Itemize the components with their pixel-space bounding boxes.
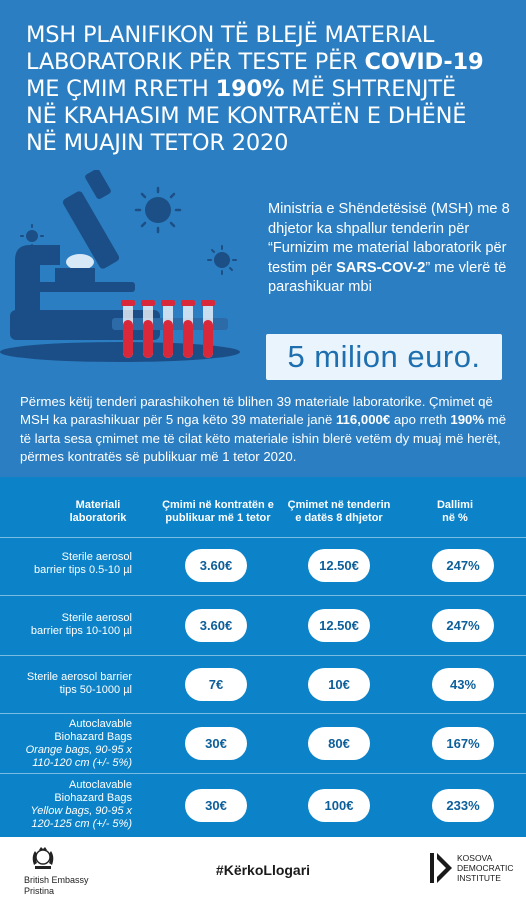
header-difference: Dallimi në % (436, 499, 474, 524)
difference-pill: 233% (432, 789, 494, 822)
table-row (0, 713, 526, 773)
virus-icon-small (208, 246, 236, 274)
table-row (0, 537, 526, 595)
kdi-logo: KOSOVA DEMOCRATIC INSTITUTE (430, 853, 522, 883)
difference-pill: 247% (432, 609, 494, 642)
headline-line-5: NË MUAJIN TETOR 2020 (26, 130, 289, 156)
header-contract-price: Çmimi në kontratën e publikuar më 1 tetor (162, 499, 274, 524)
virus-icon-left (21, 225, 43, 247)
tender-price-pill: 12.50€ (308, 609, 370, 642)
header-material: Materiali laboratorik (69, 499, 127, 524)
headline-line-3: ME ÇMIM RRETH 190% MË SHTRENJTË (26, 76, 456, 102)
tender-price-pill: 100€ (308, 789, 370, 822)
material-name: Sterile aerosol barrier tips 10-100 µl (30, 612, 132, 637)
contract-price-pill: 7€ (185, 668, 247, 701)
contract-price-pill: 30€ (185, 789, 247, 822)
header-tender-price: Çmimet në tenderin e datës 8 dhjetor (287, 499, 391, 524)
kdi-mark-icon (430, 853, 452, 883)
intro-text: Ministria e Shëndetësisë (MSH) me 8 dhjetor ka shpallur tenderin për “Furnizim me material laboratorik për testim për SARS-COV-2” me vlerë të parashikuar mbi (268, 201, 510, 295)
virus-icon-large (136, 188, 180, 232)
contract-price-pill: 30€ (185, 727, 247, 760)
table-row (0, 773, 526, 837)
tender-price-pill: 12.50€ (308, 549, 370, 582)
material-name: Autoclavable Biohazard Bags Orange bags, 90-95 x 110-120 cm (+/- 5%) (25, 718, 132, 769)
difference-pill: 43% (432, 668, 494, 701)
microscope-icon (10, 170, 160, 340)
summary-paragraph: Përmes këtij tenderi parashikohen të blihen 39 materiale laboratorike. Çmimet që MSH ka parashikuar për 5 nga këto 39 materiale janë 116,000€ apo rreth 190% më të larta sesa çmimet me të cilat këto materiale ishin blerë vetëm dy muaj më herët, përmes kontratës së publikuar më 1 tetor 2020. (20, 394, 507, 464)
amount-box: 5 milion euro. (266, 334, 502, 380)
price-table (0, 477, 526, 837)
material-name: Sterile aerosol barrier tips 0.5-10 µl (33, 551, 132, 576)
microscope-illustration (0, 170, 265, 365)
british-embassy-logo: British Embassy Pristina (18, 845, 108, 897)
difference-pill: 167% (432, 727, 494, 760)
table-row (0, 595, 526, 655)
difference-pill: 247% (432, 549, 494, 582)
headline (26, 22, 516, 157)
table-row (0, 655, 526, 713)
hashtag: #KërkoLlogari (215, 862, 311, 878)
footer (0, 837, 526, 898)
headline-line-2: LABORATORIK PËR TESTE PËR COVID-19 (26, 49, 484, 75)
headline-line-4: NË KRAHASIM ME KONTRATËN E DHËNË (26, 103, 467, 129)
tender-price-pill: 10€ (308, 668, 370, 701)
tender-price-pill: 80€ (308, 727, 370, 760)
material-name: Sterile aerosol barrier tips 50-1000 µl (26, 671, 132, 696)
material-name: Autoclavable Biohazard Bags Yellow bags, 90-95 x 120-125 cm (+/- 5%) (30, 779, 132, 830)
contract-price-pill: 3.60€ (185, 609, 247, 642)
headline-line-1: MSH PLANIFIKON TË BLEJË MATERIAL (26, 22, 435, 48)
test-tubes-icon (112, 300, 228, 358)
contract-price-pill: 3.60€ (185, 549, 247, 582)
